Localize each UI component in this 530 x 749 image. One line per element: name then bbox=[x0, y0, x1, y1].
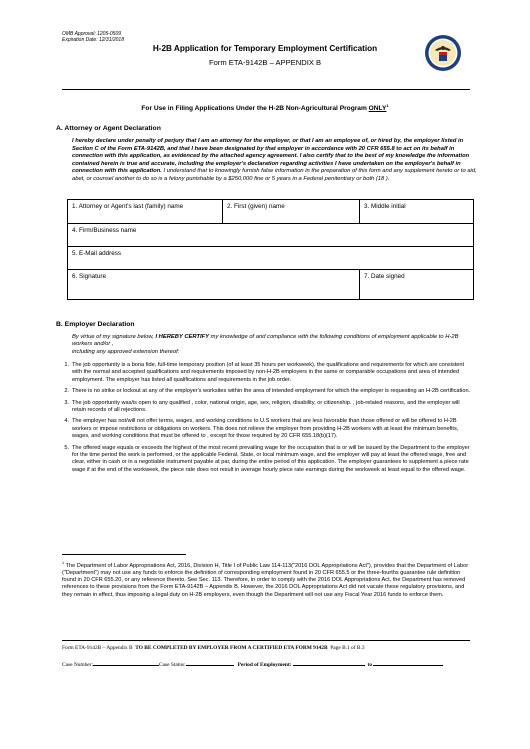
program-notice-emphasis: ONLY bbox=[368, 105, 387, 113]
item-number: 4. bbox=[64, 418, 69, 425]
middle-initial-label: 3. Middle initial bbox=[364, 203, 406, 210]
case-number-label: Case Number: bbox=[62, 662, 93, 668]
period-end-input[interactable] bbox=[373, 660, 443, 666]
firm-name-label: 4. Firm/Business name bbox=[72, 227, 137, 234]
attorney-declaration bbox=[72, 138, 478, 184]
dol-seal-icon bbox=[424, 34, 462, 72]
footnote-divider bbox=[62, 554, 186, 555]
email-label: 5. E-Mail address bbox=[72, 250, 121, 257]
program-notice-text: For Use in Filing Applications Under the H-2B Non-Agricultural Program bbox=[141, 105, 369, 113]
footnote-ref: 1 bbox=[386, 103, 389, 108]
employer-intro-bold: I HEREBY CERTIFY bbox=[155, 334, 210, 340]
item-number: 1. bbox=[64, 362, 69, 368]
item-text: The offered wage equals or exceeds the highest of the most recent prevailing wage for the occupation that is or will be issued by the Department to the employer for the time period the work is performed, or the applicable Federal, State, or local minimum wage, and the employer will pay at least the offered wage, free and clear, either in cash or in a negotiable instrument payable at par, during the entire period of this application. The employer guarantees to supplement a piece rate wage if at the end of the workweek, the piece rate does not result in average hourly piece rate earnings during the workweek at least equal to the offered wage. bbox=[72, 444, 470, 473]
case-status-label: Case Status: bbox=[159, 662, 186, 668]
page-number: Page B.1 of B.3 bbox=[330, 645, 365, 651]
attorney-info-table bbox=[67, 199, 474, 300]
list-item bbox=[55, 388, 475, 395]
footer-instruction: TO BE COMPLETED BY EMPLOYER FROM A CERTIFIED ETA FORM 9142B bbox=[135, 645, 328, 651]
section-b-heading: B. Employer Declaration bbox=[56, 321, 135, 328]
item-number: 3. bbox=[64, 399, 69, 406]
item-number: 5. bbox=[64, 444, 69, 451]
employer-intro-pre: By virtue of my signature below, bbox=[72, 334, 156, 340]
first-name-field[interactable] bbox=[223, 200, 360, 224]
list-item bbox=[55, 400, 475, 415]
date-signed-label: 7. Date signed bbox=[364, 273, 405, 280]
first-name-label: 2. First (given) name bbox=[227, 203, 285, 210]
period-to-label: to bbox=[367, 662, 373, 668]
footer-rule bbox=[62, 640, 470, 641]
omb-block bbox=[62, 31, 124, 43]
employer-intro-line2: including any approved extension thereof: bbox=[72, 348, 180, 355]
last-name-label: 1. Attorney or Agent's last (family) name bbox=[72, 203, 184, 210]
attorney-declaration-rest: I understand that to knowingly furnish false information in the preparation of this form and any supplement hereto or to aid, abet, or counsel another to do so is a felony punishable by a $250,000 fine or 5 years in a Federal penitentiary or both (18 ). bbox=[72, 168, 477, 182]
case-info-line bbox=[62, 660, 443, 668]
period-start-input[interactable] bbox=[293, 660, 365, 666]
last-name-field[interactable] bbox=[68, 200, 223, 224]
employer-intro-post: my knowledge of and compliance with the following conditions of employment applicable to H-2B workers and/or , bbox=[72, 334, 459, 348]
list-item bbox=[55, 362, 475, 384]
expiration-date: Expiration Date: 12/31/2018 bbox=[62, 37, 124, 43]
employer-intro bbox=[72, 334, 472, 356]
footnote-mark: 1 bbox=[62, 561, 65, 565]
item-text: There is no strike or lockout at any of the employer's worksites within the area of intended employment for which the employer is requesting an H-2B certification. bbox=[72, 388, 471, 395]
middle-initial-field[interactable] bbox=[360, 200, 474, 224]
attorney-declaration-bold: I hereby declare under penalty of perjury that I am an attorney for the employer, or that I am an employee of, or hired by, the employer listed in Section C of the Form ETA-9142B, and that I have been designated by that employer in accordance with 20 CFR 655.8 to act on its behalf in connection with this application, as evidenced by the attached agency agreement. I also certify that to the best of my knowledge the information contained herein is true and accurate, including the employer's declaration regarding activities I have undertaken on the employer's behalf in connection with this application. bbox=[72, 138, 470, 175]
footnote bbox=[62, 560, 472, 599]
case-status-input[interactable] bbox=[186, 660, 234, 666]
section-a-heading: A. Attorney or Agent Declaration bbox=[56, 125, 161, 132]
item-number: 2. bbox=[64, 388, 69, 395]
period-label: Period of Employment: bbox=[237, 662, 292, 668]
header-rule bbox=[62, 89, 470, 90]
item-text: The job opportunity is a bona fide, full-time temporary position (of at least 35 hours per workweek), the qualifications and requirements for which are consistent with the normal and accepted qualifications and requirements imposed by non-H-2B employers in the same or comparable occupations and area of intended employment. The employer has listed all qualifications and requirements in the job order. bbox=[72, 362, 465, 383]
case-number-input[interactable] bbox=[93, 660, 159, 666]
item-text: The job opportunity was/is open to any qualified , color, national origin, age, sex, religion, disability, or citizenship. , job-related reasons, and the employer will retain records of all rejections. bbox=[72, 399, 460, 414]
email-field[interactable] bbox=[68, 247, 474, 270]
item-text: The employer has not/will not offer terms, wages, and working conditions to U.S workers that are less favorable than those offered or will be offered to H-2B workers or impose restrictions or obligations on workers. This does not relieve the employer from providing H-2B workers with at least the minimum benefits, wages, and working conditions that must be offered to , except for those required by 20 CFR 655.18(b)(17). bbox=[72, 418, 459, 440]
firm-name-field[interactable] bbox=[68, 224, 474, 247]
form-title: H-2B Application for Temporary Employment Certification bbox=[152, 44, 378, 53]
footnote-text: The Department of Labor Appropriations Act, 2016, Division H, Title I of Public Law 114-113("2016 DOL Appropriations Act"), provides that the Department of Labor ("Department") may not use any funds to enforce the definition of corresponding employment found in 20 CFR 655.5 or the three-fourths guarantee rule definition found in 20 CFR 655.20, or any reference thereto. See Sec. 113. Therefore, in order to comply with the 2016 DOL Appropriations Act, the Department has removed references to these provisions from the Form ETA-9142B – Appendix B. However, the 2016 DOL Appropriations Act did not vacate these regulatory provisions, and they remain in effect, thus imposing a legal duty on H-2B employers, even though the Department will not use any Fiscal Year 2016 funds to enforce them. bbox=[62, 562, 469, 598]
footer-line bbox=[62, 645, 365, 651]
footer-form-ref: Form ETA-9142B – Appendix B bbox=[62, 645, 133, 651]
date-signed-field[interactable] bbox=[360, 270, 474, 300]
program-notice bbox=[0, 103, 530, 112]
list-item bbox=[55, 418, 475, 440]
signature-label: 6. Signature bbox=[72, 273, 106, 280]
omb-approval: OMB Approval: 1205-0509 bbox=[62, 31, 122, 37]
signature-field[interactable] bbox=[68, 270, 360, 300]
list-item bbox=[55, 445, 475, 475]
form-id: Form ETA-9142B – APPENDIX B bbox=[208, 58, 322, 67]
conditions-list bbox=[55, 362, 475, 478]
